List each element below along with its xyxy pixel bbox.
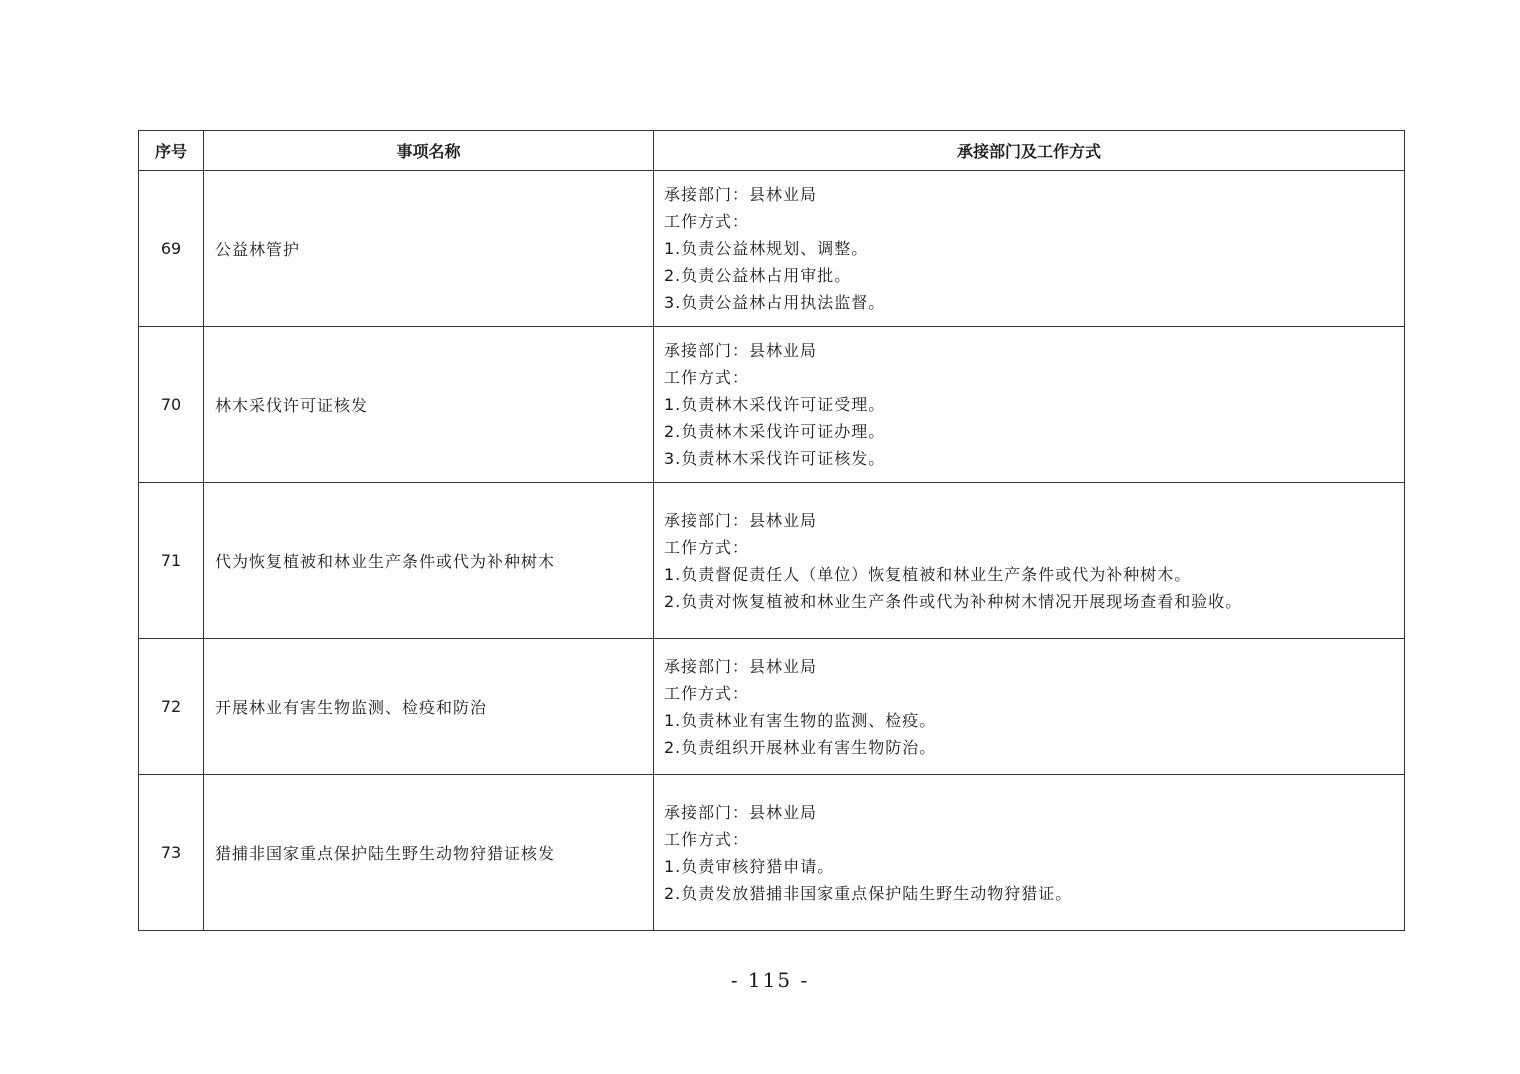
table-row <box>139 775 1405 931</box>
row-dept-cell <box>654 483 1405 639</box>
row-item-name: 开展林业有害生物监测、检疫和防治 <box>204 639 654 775</box>
dept-line: 2.负责发放猎捕非国家重点保护陆生野生动物狩猎证。 <box>664 883 1073 903</box>
row-dept-cell <box>654 775 1405 931</box>
dept-line: 1.负责督促责任人（单位）恢复植被和林业生产条件或代为补种树木。 <box>664 564 1192 584</box>
dept-line: 1.负责林业有害生物的监测、检疫。 <box>664 710 937 730</box>
dept-line: 工作方式： <box>664 212 750 231</box>
dept-line: 2.负责公益林占用审批。 <box>664 266 852 285</box>
row-item-name: 林木采伐许可证核发 <box>204 327 654 483</box>
row-no: 72 <box>139 639 204 775</box>
header-dept: 承接部门及工作方式 <box>654 131 1405 171</box>
dept-line: 承接部门：县林业局 <box>664 341 818 360</box>
dept-line: 承接部门：县林业局 <box>664 510 818 530</box>
dept-line: 工作方式： <box>664 537 750 557</box>
dept-line: 1.负责林木采伐许可证受理。 <box>664 395 886 414</box>
dept-line: 承接部门：县林业局 <box>664 802 818 822</box>
table-row <box>139 171 1405 327</box>
table-row <box>139 483 1405 639</box>
header-name: 事项名称 <box>204 131 654 171</box>
row-no: 71 <box>139 483 204 639</box>
header-no: 序号 <box>139 131 204 171</box>
dept-line: 工作方式： <box>664 829 750 849</box>
dept-line: 承接部门：县林业局 <box>664 185 818 204</box>
dept-line: 1.负责审核狩猎申请。 <box>664 856 835 876</box>
dept-line: 2.负责林木采伐许可证办理。 <box>664 422 886 441</box>
table-header-row <box>139 131 1405 171</box>
row-dept-cell <box>654 639 1405 775</box>
dept-line: 3.负责公益林占用执法监督。 <box>664 293 886 312</box>
dept-line: 2.负责对恢复植被和林业生产条件或代为补种树木情况开展现场查看和验收。 <box>664 591 1243 611</box>
dept-line: 工作方式： <box>664 683 750 703</box>
page-number: - 115 - <box>730 968 810 992</box>
table-row <box>139 639 1405 775</box>
row-item-name: 代为恢复植被和林业生产条件或代为补种树木 <box>204 483 654 639</box>
dept-line: 1.负责公益林规划、调整。 <box>664 239 869 258</box>
dept-line: 工作方式： <box>664 368 750 387</box>
table-row <box>139 327 1405 483</box>
dept-line: 承接部门：县林业局 <box>664 656 818 676</box>
row-item-name: 公益林管护 <box>204 171 654 327</box>
dept-line: 3.负责林木采伐许可证核发。 <box>664 449 886 468</box>
row-no: 69 <box>139 171 204 327</box>
items-table <box>138 130 1405 931</box>
row-item-name: 猎捕非国家重点保护陆生野生动物狩猎证核发 <box>204 775 654 931</box>
row-no: 73 <box>139 775 204 931</box>
row-no: 70 <box>139 327 204 483</box>
row-dept-cell <box>654 171 1405 327</box>
row-dept-cell <box>654 327 1405 483</box>
dept-line: 2.负责组织开展林业有害生物防治。 <box>664 737 937 757</box>
